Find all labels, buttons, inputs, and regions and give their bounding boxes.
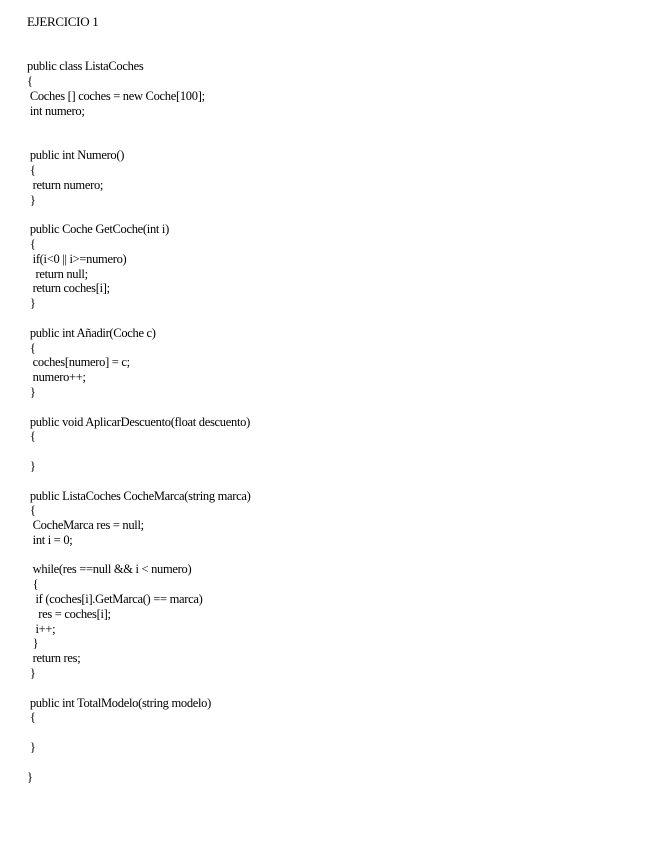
code-line: while(res ==null && i < numero) [27,562,192,577]
code-line: public void AplicarDescuento(float descuento) [27,414,250,429]
code-line: if(i<0 || i>=numero) [27,251,127,266]
code-line: } [27,666,36,681]
code-line: i++; [27,621,56,636]
code-line: return null; [27,266,88,281]
code-line: int numero; [27,103,85,118]
code-line [27,133,637,148]
code-line: return coches[i]; [27,281,110,296]
code-line: } [27,296,36,311]
code-line [27,119,637,134]
code-line: public int TotalModelo(string modelo) [27,695,211,710]
code-line: } [27,769,33,784]
code-line: } [27,192,36,207]
code-line [27,548,637,563]
code-line: { [27,340,36,355]
code-line: res = coches[i]; [27,606,111,621]
code-line [27,474,637,489]
code-line: CocheMarca res = null; [27,518,144,533]
code-line [27,207,637,222]
code-line: public Coche GetCoche(int i) [27,222,169,237]
code-line: int i = 0; [27,532,73,547]
code-line: return numero; [27,177,104,192]
code-line: } [27,740,36,755]
code-line [27,30,637,45]
code-line: { [27,162,36,177]
code-line [27,311,637,326]
code-line [27,681,637,696]
document-title: EJERCICIO 1 [27,14,99,29]
code-line: } [27,384,36,399]
code-line: coches[numero] = c; [27,355,130,370]
code-line [27,400,637,415]
code-line: { [27,710,36,725]
code-line [27,45,637,60]
code-line: { [27,74,33,89]
document-page [27,15,637,784]
code-line: numero++; [27,370,86,385]
code-line [27,444,637,459]
code-line: return res; [27,651,81,666]
code-line: } [27,636,39,651]
code-block [27,30,637,785]
code-line [27,725,637,740]
code-line: { [27,503,36,518]
code-line: public ListaCoches CocheMarca(string marca) [27,488,251,503]
code-line: { [27,236,36,251]
code-line: public int Añadir(Coche c) [27,325,156,340]
code-line: { [27,577,39,592]
code-line: { [27,429,36,444]
code-line: public class ListaCoches [27,59,144,74]
code-line [27,755,637,770]
code-line: } [27,458,36,473]
code-line: Coches [] coches = new Coche[100]; [27,88,205,103]
code-line: public int Numero() [27,148,125,163]
code-line: if (coches[i].GetMarca() == marca) [27,592,203,607]
